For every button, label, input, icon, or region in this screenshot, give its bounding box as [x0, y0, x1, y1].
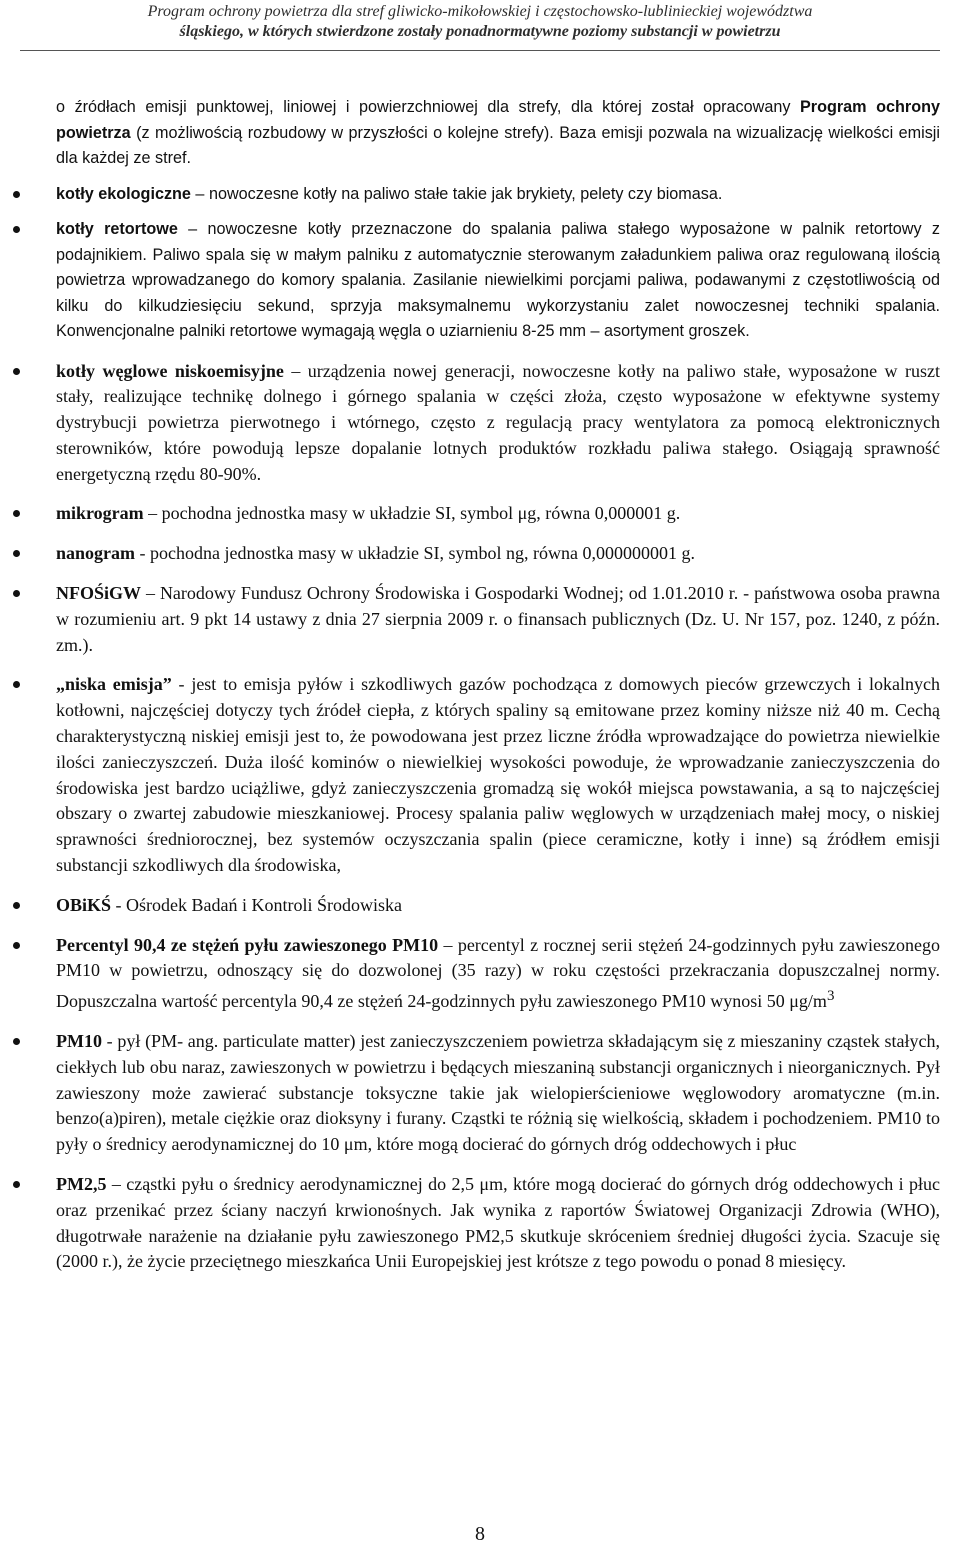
glossary-content	[56, 95, 940, 1289]
glossary-term: kotły ekologiczne	[56, 184, 191, 203]
glossary-item-nanogram	[56, 541, 940, 567]
bullet-icon	[13, 368, 20, 375]
glossary-definition: nowoczesne kotły przeznaczone do spalania paliwa stałego wyposażone w palnik retortowy z podajnikiem. Paliwo spala się w małym palniku z automatycznie sterowanym załadunkiem paliwa oraz regulowaną ilością powietrza wprowadzanego do komory spalania. Zasilanie niewielkimi porcjami paliwa, podawanymi z częstotliwością od kilku do kilkudziesięciu sekund, sprzyja maksymalnemu wykorzystaniu zalet nowoczesnej techniki spalania. Konwencjonalne palniki retortowe wymagają węgla o uziarnieniu 8-25 mm – asortyment groszek.	[56, 220, 940, 340]
bullet-icon	[13, 590, 20, 597]
page-number: 8	[475, 1523, 485, 1545]
bullet-icon	[13, 942, 20, 949]
bullet-icon	[13, 550, 20, 557]
term-separator: –	[143, 503, 162, 524]
glossary-item-obiks	[56, 893, 940, 919]
glossary-definition: Narodowy Fundusz Ochrony Środowiska i Gospodarki Wodnej; od 1.01.2010 r. - państwowa osoba prawna w rozumieniu art. 9 pkt 14 ustawy z dnia 27 sierpnia 2009 r. o finansach publicznych (Dz. U. Nr 157, poz. 1240, z późn. zm.).	[56, 583, 940, 655]
glossary-term: kotły węglowe niskoemisyjne	[56, 360, 284, 381]
bullet-icon	[13, 1181, 20, 1188]
glossary-term: PM2,5	[56, 1174, 107, 1195]
glossary-item-mikrogram	[56, 501, 940, 527]
intro-bold-program: Program ochrony powietrza	[56, 98, 940, 142]
term-separator: –	[106, 1174, 127, 1195]
superscript-exponent: 3	[826, 988, 835, 1005]
intro-text-a: o źródłach emisji punktowej, liniowej i powierzchniowej dla strefy, dla której został opracowany	[56, 98, 800, 116]
intro-text-b: (z możliwością rozbudowy w przyszłości o kolejne strefy). Baza emisji pozwala na wizualizację wielkości emisji dla każdej ze stref.	[56, 123, 940, 167]
glossary-item-nfosigw	[56, 581, 940, 658]
glossary-definition: cząstki pyłu o średnicy aerodynamicznej do 2,5 μm, które mogą docierać do górnych dróg oddechowych i płuc oraz przenikać przez ściany naczyń krwionośnych. Jak wynika z raportów Światowej Organizacji Zdrowia (WHO), długotrwałe narażenie na działanie pyłu zawieszonego PM2,5 skutkuje skróceniem średniej długości życia. Szacuje się (2000 r.), że życie przeciętnego mieszkańca Unii Europejskiej jest krótsze z tego powodu o ponad 8 miesięcy.	[56, 1174, 941, 1272]
glossary-term: PM10	[56, 1031, 102, 1052]
bullet-icon	[13, 191, 20, 198]
term-separator: -	[171, 674, 192, 695]
bullet-icon	[13, 510, 20, 517]
bullet-icon	[13, 226, 20, 233]
glossary-definition: Ośrodek Badań i Kontroli Środowiska	[126, 894, 402, 915]
glossary-item-percentyl	[56, 933, 940, 1015]
glossary-definition: pochodna jednostka masy w układzie SI, symbol μg, równa 0,000001 g.	[161, 503, 681, 524]
term-separator: -	[101, 1031, 118, 1052]
glossary-item-pm10	[56, 1029, 940, 1158]
glossary-term: OBiKŚ	[56, 894, 112, 915]
glossary-term: Percentyl 90,4 ze stężeń pyłu zawieszonego PM10	[56, 934, 439, 955]
header-title-line2: śląskiego, w których stwierdzone zostały ponadnormatywne poziomy substancji w powietrzu	[179, 23, 781, 40]
glossary-item-kotly-ekologiczne	[56, 182, 940, 208]
glossary-definition: percentyl z rocznej serii stężeń 24-godzinnych pyłu zawieszonego PM10 w powietrzu, odnoszący się do dozwolonej (35 razy) w roku częstości przekraczania dopuszczalnej normy. Dopuszczalna wartość percentyla 90,4 ze stężeń 24-godzinnych pyłu zawieszonego PM10 wynosi 50 μg/m	[56, 934, 941, 1012]
bullet-icon	[13, 902, 20, 909]
glossary-item-pm25	[56, 1172, 940, 1275]
bullet-icon	[13, 681, 20, 688]
page-header	[0, 0, 960, 54]
glossary-item-kotly-weglowe	[56, 359, 940, 488]
glossary-term: mikrogram	[56, 503, 144, 524]
glossary-term: kotły retortowe	[56, 220, 178, 238]
glossary-definition: jest to emisja pyłów i szkodliwych gazów pochodząca z domowych pieców grzewczych i lokalnych kotłowni, najczęściej dotyczy tych źródeł ciepła, z których spaliny są emitowane przez kominy niższe niż 40 m. Cechą charakterystyczną niskiej emisji jest to, że powodowana jest przez liczne źródła wprowadzające do powietrza niewielkie ilości zanieczyszczeń. Duża ilość kominów o niewielkiej wysokości powoduje, że wprowadzanie zanieczyszczenia do środowiska jest bardzo uciążliwe, gdyż zanieczyszczenia gromadzą się wokół miejsca powstawania, a są to najczęściej obszary o zwartej zabudowie mieszkaniowej. Procesy spalania paliw węglowych w urządzeniach małej mocy, o niskiej sprawności średniorocznej, bez systemów oczyszczania spalin (piece ceramiczne, kotły i inne) są źródłem emisji substancji szkodliwych dla środowiska,	[56, 674, 940, 876]
header-title-line1: Program ochrony powietrza dla stref gliwicko-mikołowskiej i częstochowsko-lublinieckiej województwa	[147, 3, 813, 20]
header-divider	[20, 50, 940, 51]
term-separator: -	[111, 894, 127, 915]
glossary-definition: pył (PM- ang. particulate matter) jest zanieczyszczeniem powietrza składającym się z mieszaniny cząstek stałych, ciekłych lub obu naraz, zawieszonych w powietrzu i będących mieszaniną substancji organicznych i nieorganicznych. Pył zawieszony może zawierać substancje toksyczne takie jak wielopierścieniowe węglowodory aromatyczne (m.in. benzo(a)piren), metale ciężkie oraz dioksyny i furany. Cząstki te różnią się wielkością, składem i pochodzeniem. PM10 to pyły o średnicy aerodynamicznej do 10 μm, które mogą docierać do górnych dróg oddechowych i płuc	[56, 1031, 941, 1155]
glossary-term: „niska emisja”	[56, 674, 172, 695]
term-separator: –	[190, 184, 209, 203]
term-separator: –	[177, 220, 208, 238]
glossary-definition: pochodna jednostka masy w układzie SI, symbol ng, równa 0,000000001 g.	[150, 543, 695, 564]
bullet-icon	[13, 1038, 20, 1045]
glossary-term: NFOŚiGW	[56, 583, 142, 604]
glossary-item-kotly-retortowe	[56, 217, 940, 345]
term-separator: –	[438, 934, 458, 955]
glossary-definition: urządzenia nowej generacji, nowoczesne kotły na paliwo stałe, wyposażone w ruszt stały, realizujące technikę dolnego i górnego spalania w części złoża, często wyposażone w efektywne systemy dystrybucji powietrza pierwotnego i wtórnego, często z regulacją pracy wentylatora za pomocą elektronicznych sterowników, które powodują lepsze dopalanie lotnych produktów rozkładu paliwa stałego. Osiągają sprawność energetyczną rzędu 80-90%.	[56, 360, 940, 484]
term-separator: -	[135, 543, 151, 564]
glossary-term: nanogram	[56, 543, 136, 564]
term-separator: –	[283, 360, 308, 381]
term-separator: –	[141, 583, 160, 604]
intro-paragraph	[56, 95, 940, 172]
glossary-definition: nowoczesne kotły na paliwo stałe takie jak brykiety, pelety czy biomasa.	[208, 184, 723, 203]
glossary-item-niska-emisja	[56, 672, 940, 878]
